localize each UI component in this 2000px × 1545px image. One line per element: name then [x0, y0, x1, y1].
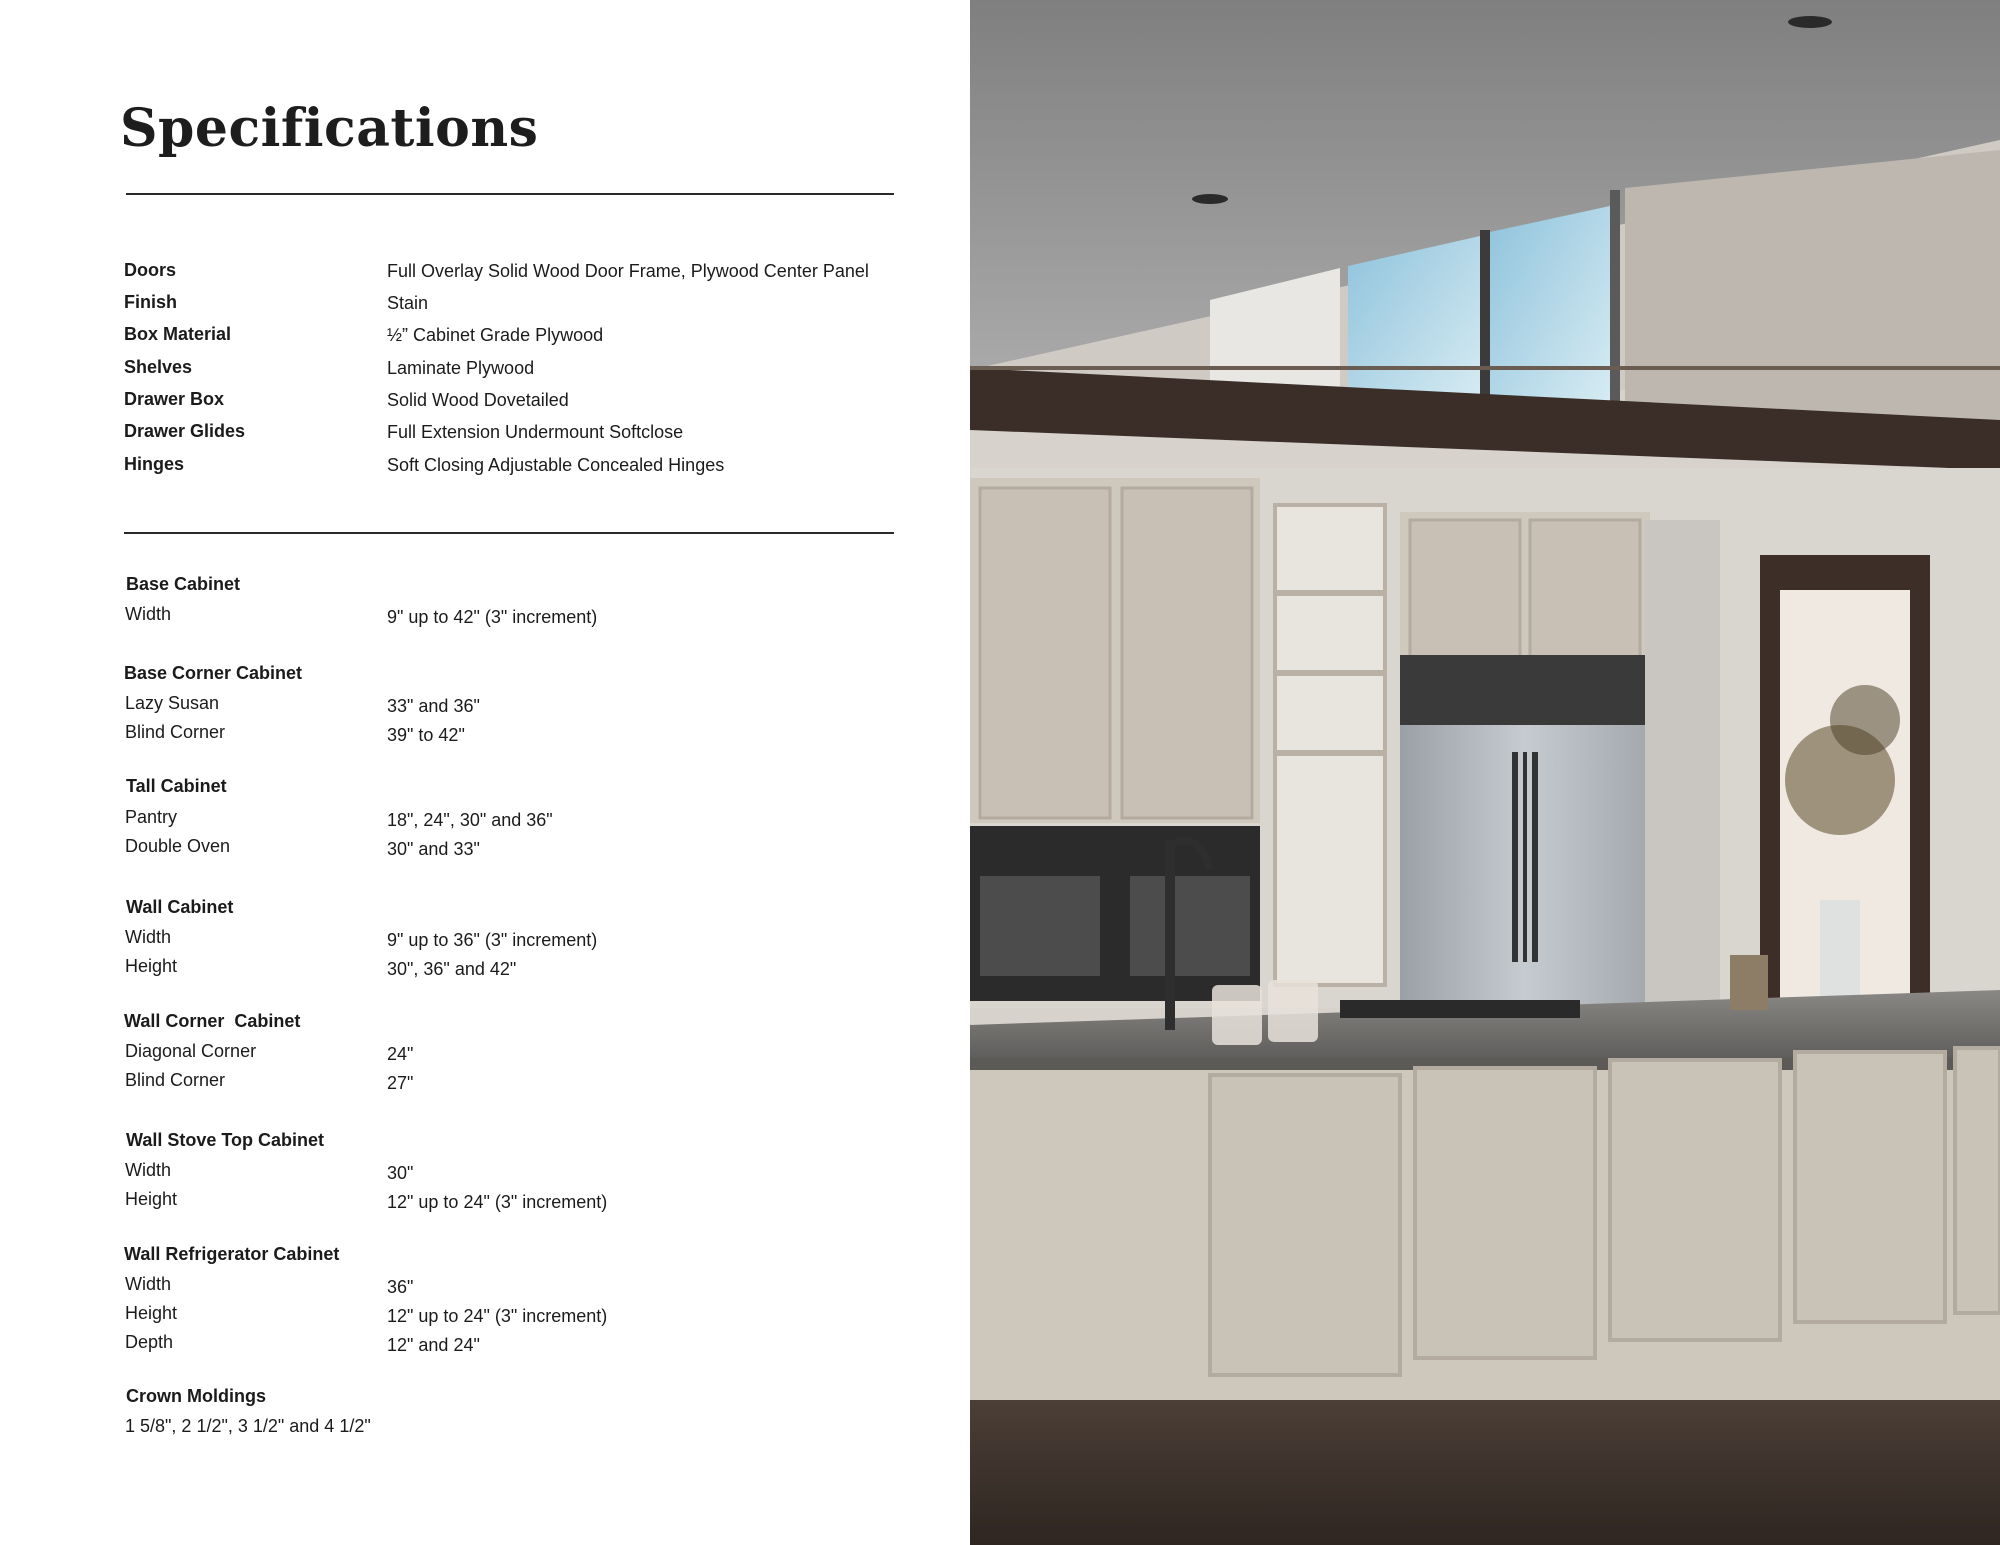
size-label: Height	[125, 1189, 178, 1209]
spec-value: Full Overlay Solid Wood Door Frame, Plywood Center Panel	[387, 261, 869, 281]
size-value: 27"	[387, 1073, 414, 1093]
section-title-wall-stove-top-cabinet: Wall Stove Top Cabinet	[126, 1130, 325, 1150]
spec-row-box-material	[124, 324, 924, 354]
section-title-wall-corner-cabinet: Wall Corner Cabinet	[124, 1011, 301, 1031]
size-value: 30", 36" and 42"	[387, 959, 517, 979]
spec-row-doors	[124, 260, 924, 290]
section-title-wall-refrigerator-cabinet: Wall Refrigerator Cabinet	[124, 1244, 340, 1264]
section-title-base-cabinet: Base Cabinet	[126, 574, 241, 594]
spec-value: Laminate Plywood	[387, 358, 535, 378]
title-divider	[126, 193, 894, 195]
spec-value: Solid Wood Dovetailed	[387, 390, 569, 410]
section-title-base-corner-cabinet: Base Corner Cabinet	[124, 663, 303, 683]
size-value: 9" up to 36" (3" increment)	[387, 930, 598, 950]
specifications-panel	[0, 0, 970, 1545]
size-value: 33" and 36"	[387, 696, 480, 716]
size-label: Double Oven	[125, 836, 231, 856]
size-row	[124, 693, 724, 721]
size-row	[124, 1332, 724, 1360]
size-value: 36"	[387, 1277, 414, 1297]
size-label: Pantry	[125, 807, 178, 827]
crown-moldings-sizes: 1 5/8", 2 1/2", 3 1/2" and 4 1/2"	[125, 1416, 371, 1436]
size-label: Lazy Susan	[125, 693, 220, 713]
spec-label: Drawer Glides	[124, 421, 246, 441]
spec-value: ½” Cabinet Grade Plywood	[387, 325, 604, 345]
size-row	[124, 956, 724, 984]
spec-row-hinges	[124, 454, 924, 484]
size-label: Width	[125, 1160, 172, 1180]
size-value: 12" up to 24" (3" increment)	[387, 1306, 608, 1326]
spec-value: Full Extension Undermount Softclose	[387, 422, 684, 442]
spec-label: Box Material	[124, 324, 232, 344]
size-row	[124, 1189, 724, 1217]
size-label: Blind Corner	[125, 1070, 226, 1090]
size-value: 30"	[387, 1163, 414, 1183]
size-label: Height	[125, 956, 178, 976]
section-divider	[124, 532, 894, 534]
size-label: Width	[125, 1274, 172, 1294]
size-row	[124, 1070, 724, 1098]
size-label: Diagonal Corner	[125, 1041, 257, 1061]
size-row	[124, 1041, 724, 1069]
page-title: Specifications	[120, 98, 539, 159]
size-value: 39" to 42"	[387, 725, 465, 745]
spec-row-finish	[124, 292, 924, 322]
size-label: Width	[125, 604, 172, 624]
size-label: Depth	[125, 1332, 174, 1352]
section-title-tall-cabinet: Tall Cabinet	[126, 776, 227, 796]
size-row	[124, 722, 724, 750]
spec-value: Soft Closing Adjustable Concealed Hinges	[387, 455, 725, 475]
size-value: 9" up to 42" (3" increment)	[387, 607, 598, 627]
size-row	[124, 836, 724, 864]
section-title-crown-moldings: Crown Moldings	[126, 1386, 266, 1406]
kitchen-photo	[970, 0, 2000, 1545]
size-label: Width	[125, 927, 172, 947]
size-row	[124, 807, 724, 835]
spec-label: Hinges	[124, 454, 185, 474]
spec-label: Shelves	[124, 357, 193, 377]
size-row	[124, 1160, 724, 1188]
spec-row-drawer-glides	[124, 421, 924, 451]
size-row	[124, 1303, 724, 1331]
spec-label: Drawer Box	[124, 389, 225, 409]
size-value: 24"	[387, 1044, 414, 1064]
spec-label: Finish	[124, 292, 177, 312]
size-value: 18", 24", 30" and 36"	[387, 810, 553, 830]
spec-label: Doors	[124, 260, 177, 280]
size-value: 12" up to 24" (3" increment)	[387, 1192, 608, 1212]
size-label: Height	[125, 1303, 178, 1323]
size-label: Blind Corner	[125, 722, 226, 742]
spec-value: Stain	[387, 293, 429, 313]
section-title-wall-cabinet: Wall Cabinet	[126, 897, 234, 917]
spec-row-drawer-box	[124, 389, 924, 419]
size-row	[124, 604, 724, 632]
size-value: 30" and 33"	[387, 839, 480, 859]
size-row	[124, 927, 724, 955]
size-value: 12" and 24"	[387, 1335, 480, 1355]
spec-row-shelves	[124, 357, 924, 387]
size-row	[124, 1274, 724, 1302]
